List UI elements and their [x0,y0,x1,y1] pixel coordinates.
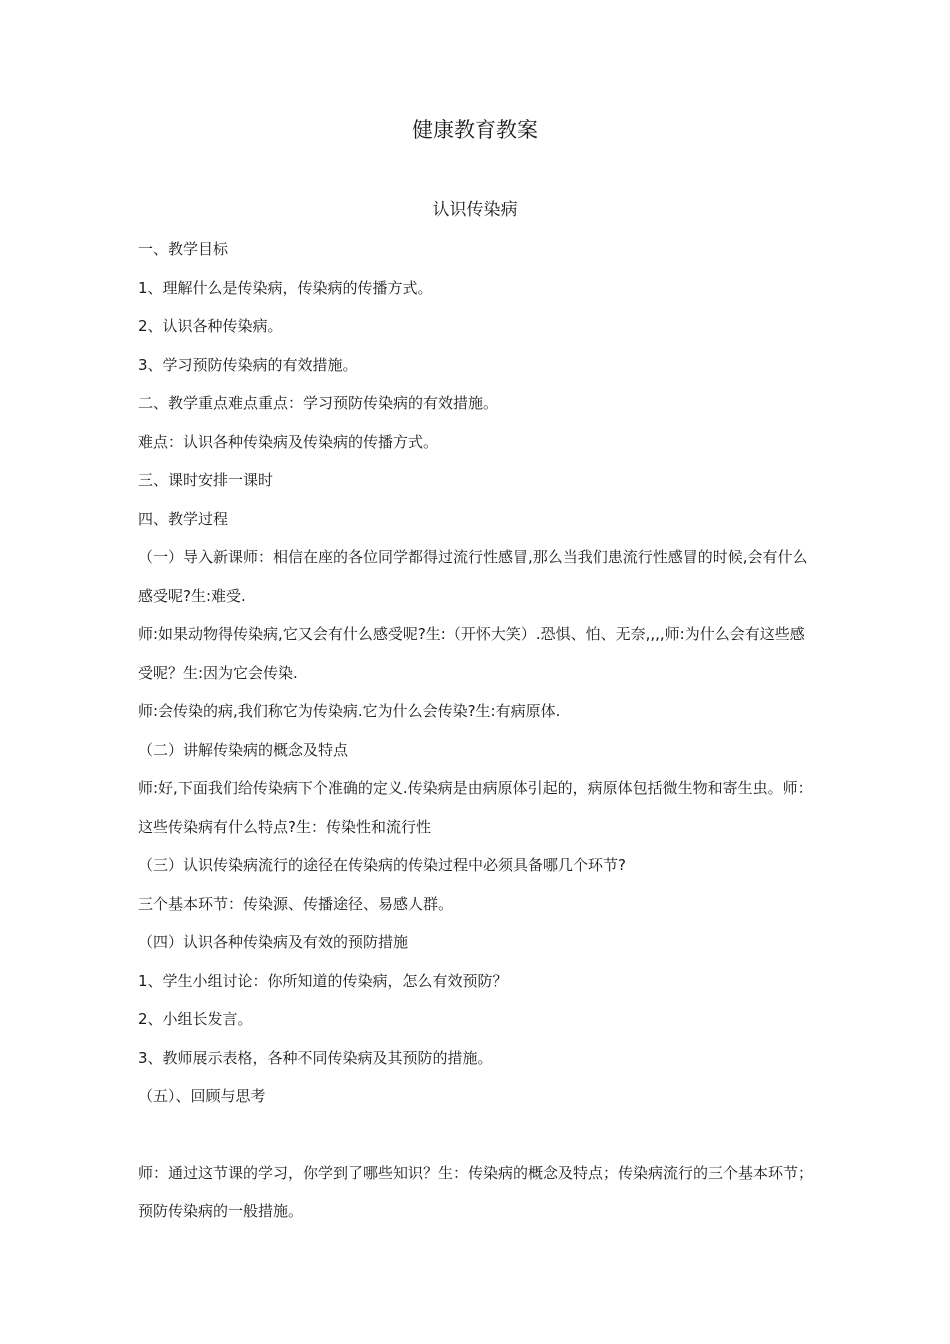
paragraph-spacer [138,1116,818,1154]
process-step-4-item-1: 1、学生小组讨论：你所知道的传染病，怎么有效预防？ [138,971,508,990]
document-subtitle: 认识传染病 [432,200,518,220]
objective-2: 2、认识各种传染病。 [138,317,283,335]
process-step-3-text: 三个基本环节：传染源、传播途径、易感人群。 [138,894,454,913]
document-title: 健康教育教案 [412,118,538,142]
process-step-4-item-2: 2、小组长发言。 [138,1010,253,1028]
objective-1: 1、理解什么是传染病，传染病的传播方式。 [138,278,433,297]
process-dialogue-1: 师:如果动物得传染病,它又会有什么感受呢?生:（开怀大笑）.恐惧、怕、无奈,,,,师:为什么会有这些感受呢？生:因为它会传染. [138,625,805,682]
process-step-5-heading: （五）、回顾与思考 [138,1087,266,1105]
process-step-3-heading: （三）认识传染病流行的途径在传染病的传染过程中必须具备哪几个环节? [138,856,626,874]
section-heading-objectives: 一、教学目标 [138,240,229,258]
section-heading-key-points: 二、教学重点难点重点：学习预防传染病的有效措施。 [138,394,499,412]
difficult-points: 难点：认识各种传染病及传染病的传播方式。 [138,432,439,451]
process-step-4-item-3: 3、教师展示表格，各种不同传染病及其预防的措施。 [138,1048,493,1067]
process-step-4-heading: （四）认识各种传染病及有效的预防措施 [138,933,409,951]
objective-3: 3、学习预防传染病的有效措施。 [138,355,358,374]
process-intro: （一）导入新课师：相信在座的各位同学都得过流行性感冒,那么当我们患流行性感冒的时候,会有什么感受呢?生:难受. [138,548,808,605]
review-summary: 师：通过这节课的学习，你学到了哪些知识？生：传染病的概念及特点；传染病流行的三个基本环节；预防传染病的一般措施。 [138,1163,814,1220]
process-step-2-text: 师:好,下面我们给传染病下个准确的定义.传染病是由病原体引起的，病原体包括微生物和寄生虫。师：这些传染病有什么特点?生：传染性和流行性 [138,779,813,836]
section-heading-process: 四、教学过程 [138,509,229,528]
document-body [138,230,818,1231]
section-heading-schedule: 三、课时安排一课时 [138,471,274,489]
process-dialogue-2: 师:会传染的病,我们称它为传染病.它为什么会传染?生:有病原体. [138,702,561,720]
process-step-2-heading: （二）讲解传染病的概念及特点 [138,740,349,759]
